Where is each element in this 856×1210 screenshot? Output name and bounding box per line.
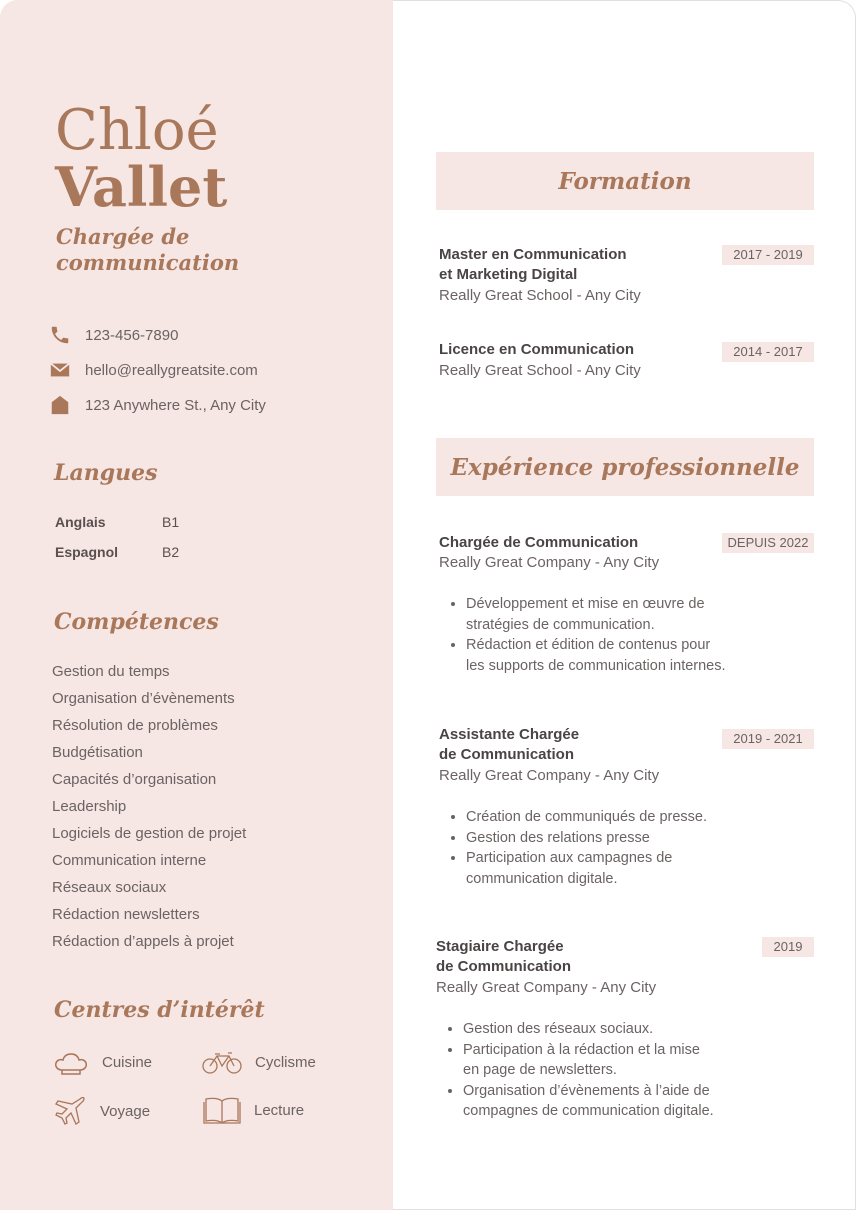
education-dates: 2017 - 2019 [722, 245, 814, 265]
last-name: Vallet [55, 155, 228, 219]
experience-company: Really Great Company - Any City [439, 554, 660, 571]
interest-cycling [201, 1048, 316, 1076]
experience-company: Really Great Company - Any City [439, 767, 660, 784]
experience-bullets [436, 1019, 833, 1122]
bullet-item: • Gestion des réseaux sociaux. [463, 1019, 833, 1040]
sidebar-panel [0, 0, 393, 1210]
experience-dates: 2019 - 2021 [722, 729, 814, 749]
entry-title-line: Stagiaire Chargée [436, 938, 564, 955]
job-title [56, 224, 239, 276]
interest-label: Lecture [254, 1101, 305, 1119]
entry-title-line: de Communication [439, 746, 575, 763]
entry-title-line: Assistante Chargée [439, 726, 580, 743]
bullet-item: • Participation à la rédaction et la mise en page de newsletters. [463, 1040, 833, 1081]
bullet-item: • Développement et mise en œuvre de stratégies de communication. [466, 594, 826, 635]
chef-hat-icon [52, 1048, 90, 1076]
education-title: Formation [436, 152, 814, 210]
experience-entry-title [436, 937, 571, 977]
skill-item: Budgétisation [52, 744, 143, 761]
interests-title: Centres d’intérêt [54, 997, 265, 1023]
skill-item: Logiciels de gestion de projet [52, 825, 247, 842]
job-title-line: communication [56, 250, 240, 275]
skill-item: Réseaux sociaux [52, 879, 167, 896]
skill-item: Rédaction newsletters [52, 906, 200, 923]
bicycle-icon [201, 1048, 243, 1076]
skill-item: Capacités d’organisation [52, 771, 217, 788]
interest-travel [52, 1095, 150, 1127]
airplane-icon [52, 1095, 88, 1127]
language-level: B2 [162, 544, 180, 560]
entry-title-line: Chargée de Communication [439, 534, 639, 551]
experience-bullets [439, 807, 826, 889]
education-school: Really Great School - Any City [439, 287, 641, 304]
education-entry-title [439, 340, 634, 360]
contact-address [48, 393, 266, 417]
bullet-item: • Participation aux campagnes de communication digitale. [466, 848, 826, 889]
bullet-item: • Organisation d’évènements à l’aide de compagnes de communication digitale. [463, 1081, 833, 1122]
language-row [55, 514, 179, 530]
home-icon [48, 394, 72, 416]
interest-label: Voyage [100, 1102, 151, 1120]
entry-title-line: Licence en Communication [439, 341, 635, 358]
education-dates: 2014 - 2017 [722, 342, 814, 362]
education-school: Really Great School - Any City [439, 362, 641, 379]
experience-entry-title [439, 533, 638, 553]
experience-bullets [439, 594, 826, 676]
open-book-icon [202, 1095, 242, 1125]
phone-text: 123-456-7890 [85, 326, 179, 344]
skill-item: Leadership [52, 798, 127, 815]
experience-company: Really Great Company - Any City [436, 979, 657, 996]
language-level: B1 [162, 514, 180, 530]
skill-item: Résolution de problèmes [52, 717, 218, 734]
entry-title-line: et Marketing Digital [439, 266, 578, 283]
skill-item: Communication interne [52, 852, 207, 869]
interest-label: Cyclisme [255, 1053, 316, 1071]
bullet-item: • Création de communiqués de presse. [466, 807, 826, 828]
mail-icon [48, 359, 72, 381]
language-row [55, 544, 179, 560]
entry-title-line: Master en Communication [439, 246, 627, 263]
interest-cooking [52, 1048, 152, 1076]
bullet-item: • Rédaction et édition de contenus pour les supports de communication internes. [466, 635, 826, 676]
experience-entry-title [439, 725, 579, 765]
education-entry-title [439, 245, 627, 285]
skill-item: Organisation d’évènements [52, 690, 235, 707]
address-text: 123 Anywhere St., Any City [85, 396, 266, 414]
experience-dates: DEPUIS 2022 [722, 533, 814, 553]
language-name: Anglais [55, 514, 106, 530]
bullet-item: • Gestion des relations presse [466, 828, 826, 849]
first-name: Chloé [55, 98, 219, 163]
email-text: hello@reallygreatsite.com [85, 361, 258, 379]
experience-dates: 2019 [762, 937, 814, 957]
language-name: Espagnol [55, 544, 119, 560]
skill-item: Rédaction d’appels à projet [52, 933, 234, 950]
contact-phone [48, 323, 178, 347]
languages-title: Langues [54, 460, 158, 486]
entry-title-line: de Communication [436, 958, 572, 975]
experience-title: Expérience professionnelle [436, 438, 814, 496]
interest-reading [202, 1095, 304, 1125]
interest-label: Cuisine [102, 1053, 153, 1071]
skill-item: Gestion du temps [52, 663, 170, 680]
job-title-line: Chargée de [56, 224, 190, 249]
skills-title: Compétences [54, 609, 219, 635]
contact-email [48, 358, 258, 382]
phone-icon [48, 324, 72, 346]
